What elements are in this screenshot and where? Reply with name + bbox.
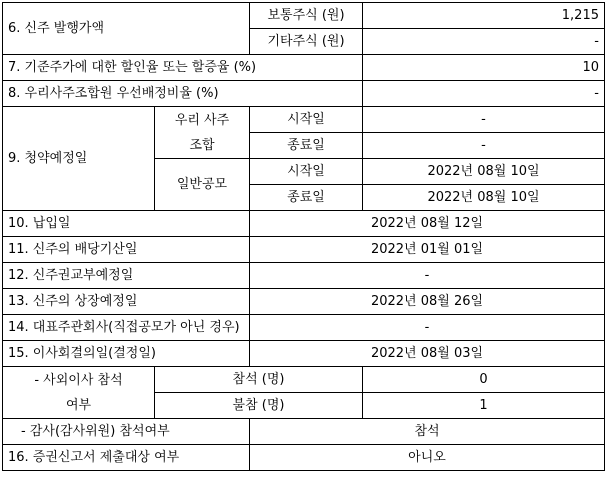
row-registration-statement [3, 445, 605, 471]
listing-date-value: 2022년 08월 26일 [250, 289, 605, 315]
common-stock-value: 1,215 [363, 3, 605, 29]
esop-end-value: - [363, 133, 605, 159]
esop-ratio-value: - [363, 81, 605, 107]
common-stock-label: 보통주식 (원) [250, 3, 363, 29]
discount-rate-label: 7. 기준주가에 대한 할인율 또는 할증율 (%) [3, 55, 363, 81]
esop-end-label: 종료일 [250, 133, 363, 159]
other-stock-label: 기타주식 (원) [250, 29, 363, 55]
disclosure-table [2, 2, 605, 471]
absent-value: 1 [363, 393, 605, 419]
lead-manager-value: - [250, 315, 605, 341]
discount-rate-value: 10 [363, 55, 605, 81]
present-value: 0 [363, 367, 605, 393]
lead-manager-label: 14. 대표주관회사(직접공모가 아닌 경우) [3, 315, 250, 341]
row-payment-date [3, 211, 605, 237]
outside-directors-label: - 사외이사 참석여부 [3, 367, 155, 419]
registration-statement-label: 16. 증권신고서 제출대상 여부 [3, 445, 250, 471]
certificate-date-label: 12. 신주권교부예정일 [3, 263, 250, 289]
row-auditor-attendance [3, 419, 605, 445]
row-board-date [3, 341, 605, 367]
certificate-date-value: - [250, 263, 605, 289]
board-date-value: 2022년 08월 03일 [250, 341, 605, 367]
row-dividend-date [3, 237, 605, 263]
absent-label: 불참 (명) [155, 393, 363, 419]
public-end-label: 종료일 [250, 185, 363, 211]
registration-statement-value: 아니오 [250, 445, 605, 471]
row-subscription-esop-start [3, 107, 605, 133]
auditor-attendance-label: - 감사(감사위원) 참석여부 [3, 419, 250, 445]
public-end-value: 2022년 08월 10일 [363, 185, 605, 211]
public-start-value: 2022년 08월 10일 [363, 159, 605, 185]
row-esop-ratio [3, 81, 605, 107]
other-stock-value: - [363, 29, 605, 55]
row-certificate-date [3, 263, 605, 289]
row-issue-price-common [3, 3, 605, 29]
esop-start-label: 시작일 [250, 107, 363, 133]
auditor-attendance-value: 참석 [250, 419, 605, 445]
row-outside-directors-present [3, 367, 605, 393]
board-date-label: 15. 이사회결의일(결정일) [3, 341, 250, 367]
public-start-label: 시작일 [250, 159, 363, 185]
row-listing-date [3, 289, 605, 315]
public-offering-label: 일반공모 [155, 159, 250, 211]
payment-date-value: 2022년 08월 12일 [250, 211, 605, 237]
row-lead-manager [3, 315, 605, 341]
present-label: 참석 (명) [155, 367, 363, 393]
dividend-date-label: 11. 신주의 배당기산일 [3, 237, 250, 263]
subscription-date-label: 9. 청약예정일 [3, 107, 155, 211]
listing-date-label: 13. 신주의 상장예정일 [3, 289, 250, 315]
esop-label: 우리 사주조합 [155, 107, 250, 159]
issue-price-label: 6. 신주 발행가액 [3, 3, 250, 55]
esop-start-value: - [363, 107, 605, 133]
row-discount-rate [3, 55, 605, 81]
dividend-date-value: 2022년 01월 01일 [250, 237, 605, 263]
esop-ratio-label: 8. 우리사주조합원 우선배정비율 (%) [3, 81, 363, 107]
payment-date-label: 10. 납입일 [3, 211, 250, 237]
